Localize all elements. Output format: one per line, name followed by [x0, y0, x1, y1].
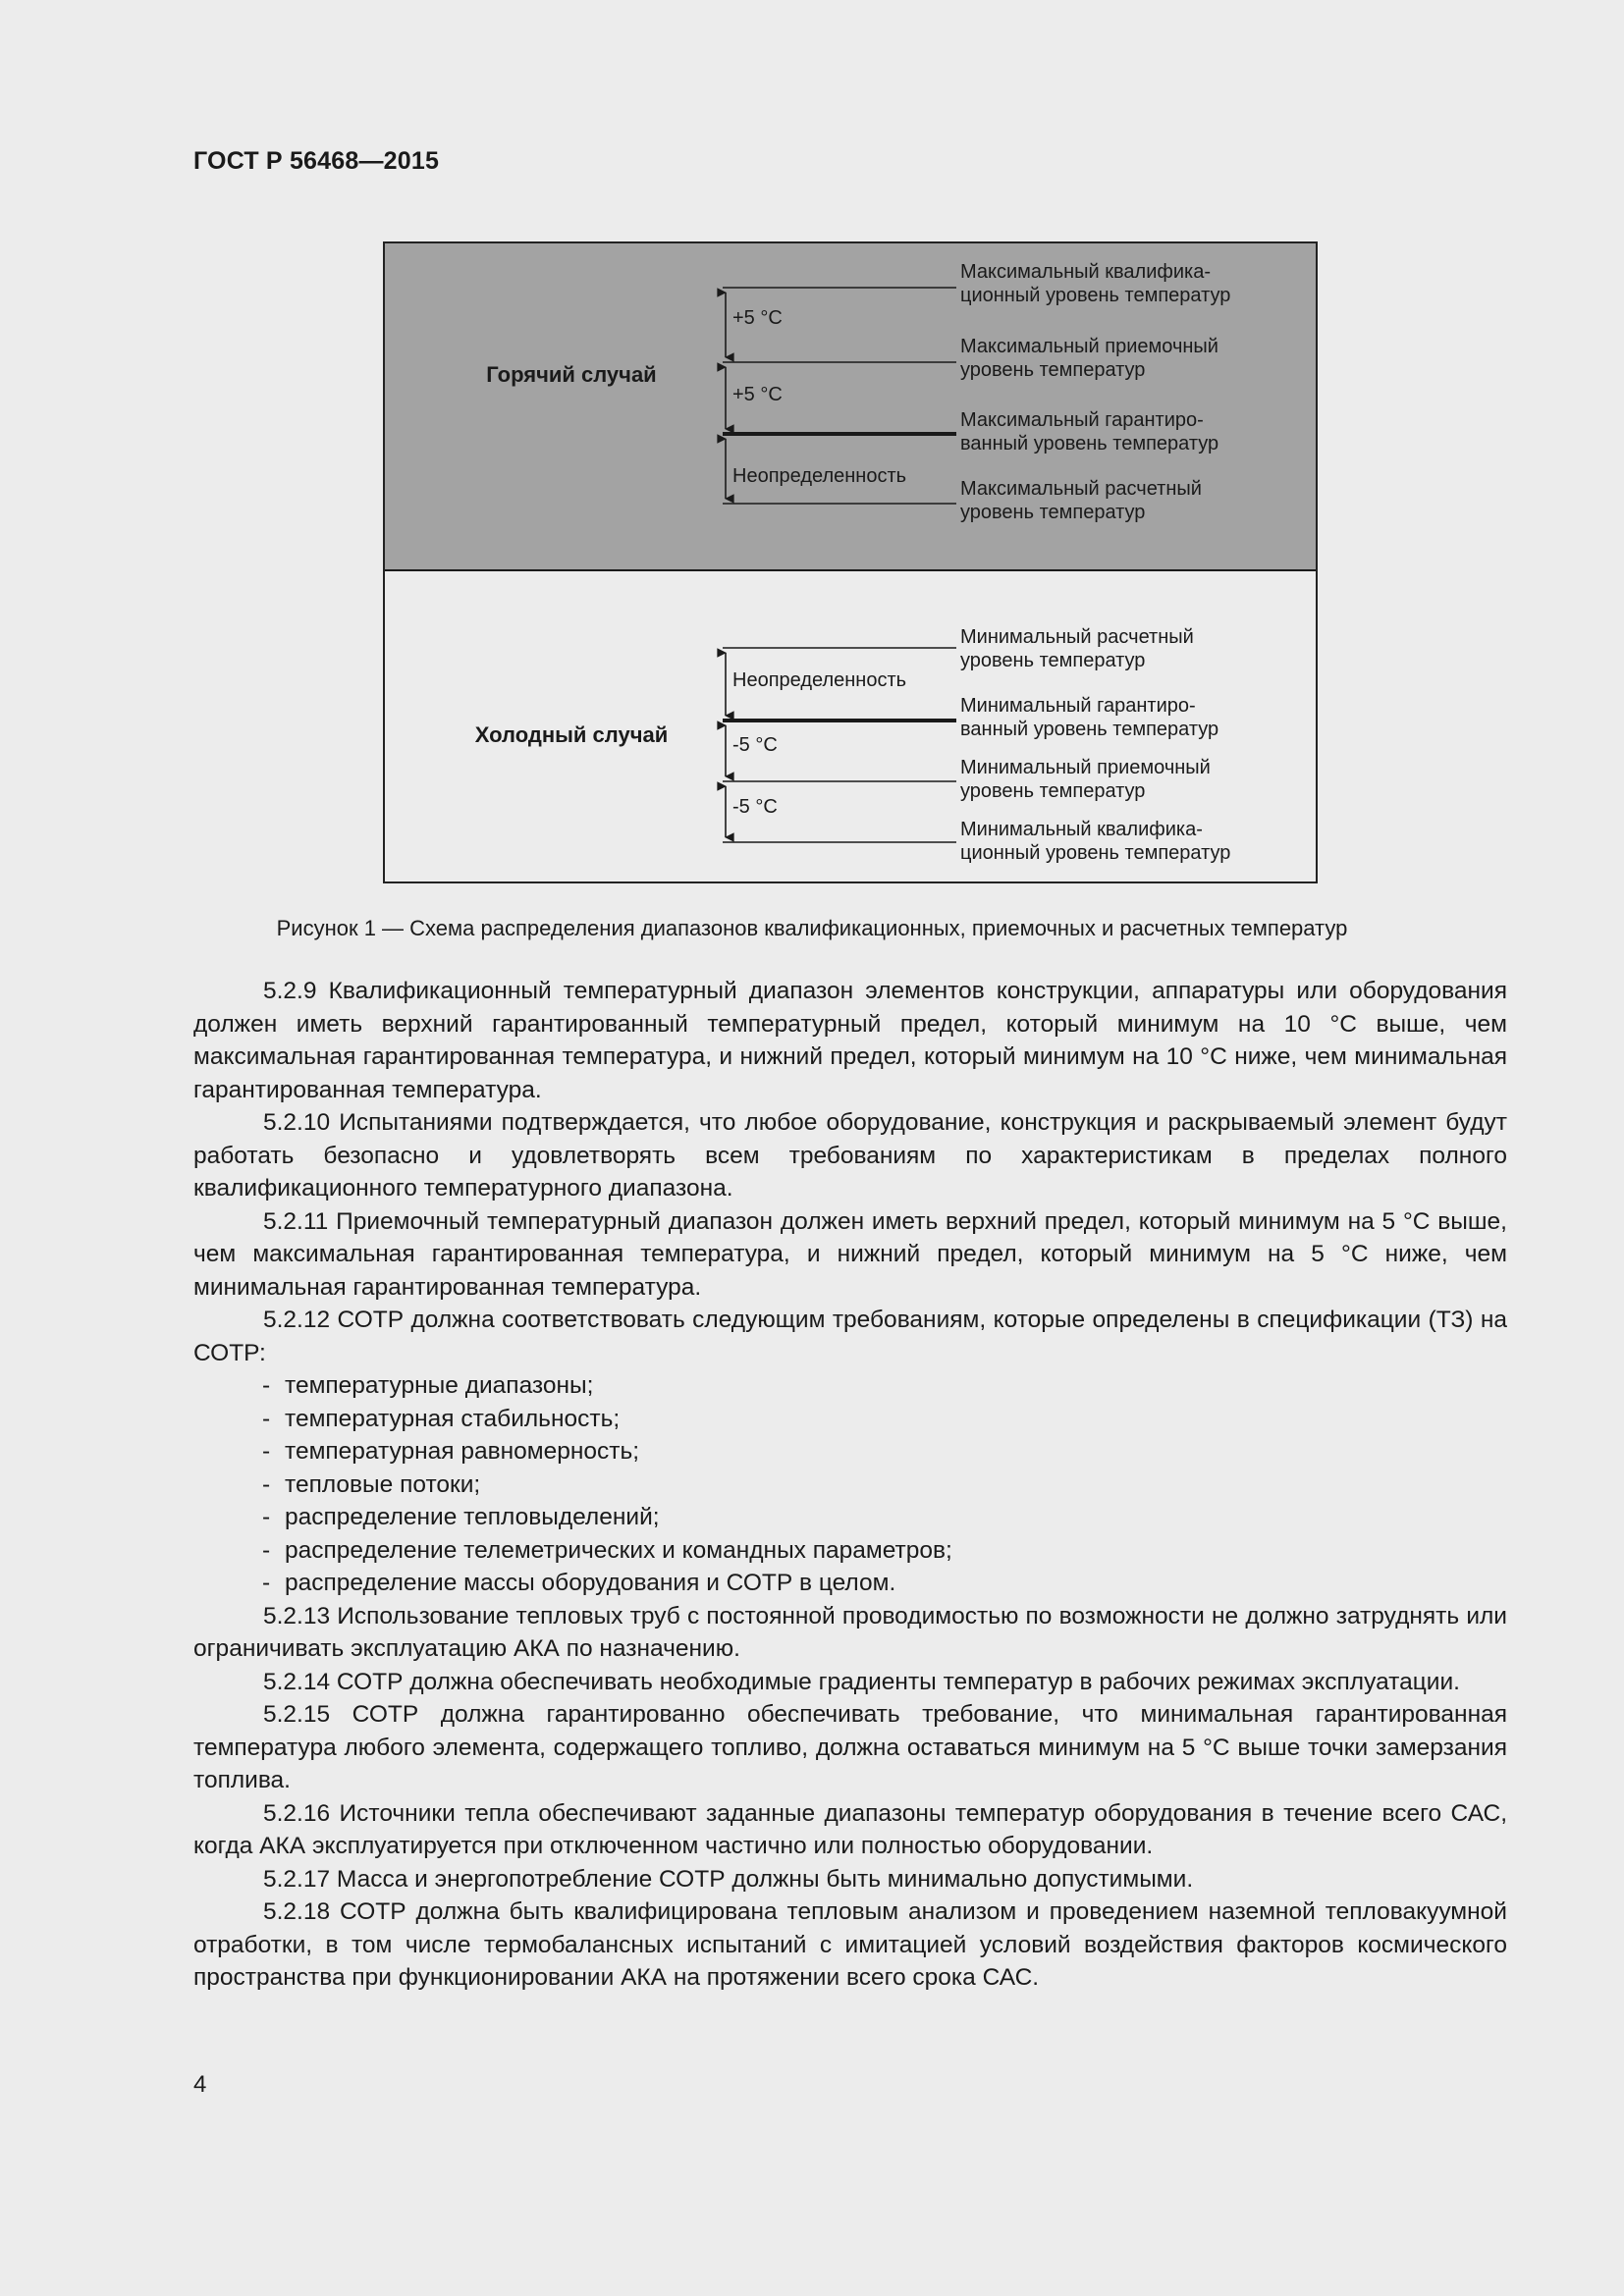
cold-level-label: Минимальный квалифика-ционный уровень температур [960, 819, 1231, 864]
hot-segment-label: Неопределенность [732, 465, 907, 487]
paragraph-5-2-15: 5.2.15 СОТР должна гарантированно обеспечивать требование, что минимальная гарантированная температура любого элемента, содержащего топливо, должна оставаться минимум на 5 °С выше точки замерзания топлива. [193, 1701, 1507, 1793]
hot-level-label: Максимальный квалифика-ционный уровень температур [960, 261, 1231, 306]
paragraph-5-2-12: 5.2.12 СОТР должна соответствовать следующим требованиям, которые определены в спецификации (ТЗ) на СОТР: [193, 1307, 1507, 1366]
cold-case-label: Холодный случай [474, 722, 669, 747]
hot-level-label: Максимальный расчетный уровень температур [960, 478, 1202, 523]
paragraph-5-2-18: 5.2.18 СОТР должна быть квалифицирована тепловым анализом и проведением наземной тепловакуумной отработки, в том числе термобалансных испытаний с имитацией условий воздействия факторов космического пространства при функционировании АКА на протяжении всего срока САС. [193, 1898, 1507, 1991]
cold-level-label: Минимальный приемочный уровень температур [960, 757, 1211, 802]
hot-segment-label: +5 °C [732, 384, 783, 405]
paragraph-5-2-10: 5.2.10 Испытаниями подтверждается, что любое оборудование, конструкция и раскрываемый элемент будут работать безопасно и удовлетворять всем требованиям по характеристикам в пределах полного квалификационного температурного диапазона. [193, 1109, 1507, 1201]
cold-segment-label: Неопределенность [732, 669, 907, 691]
cold-level-label: Минимальный гарантиро-ванный уровень температур [960, 695, 1219, 740]
document-id: ГОСТ Р 56468—2015 [193, 147, 440, 175]
list-item: - температурная равномерность; [262, 1438, 640, 1465]
requirements-list [193, 1369, 1507, 1600]
cold-level-label: Минимальный расчетный уровень температур [960, 626, 1194, 671]
paragraph-5-2-9: 5.2.9 Квалификационный температурный диапазон элементов конструкции, аппаратуры или оборудования должен иметь верхний гарантированный температурный предел, который минимум на 10 °С выше, чем максимальная гарантированная температура, и нижний предел, который минимум на 10 °С ниже, чем минимальная гарантированная температура. [193, 978, 1507, 1103]
paragraph-5-2-16: 5.2.16 Источники тепла обеспечивают заданные диапазоны температур оборудования в течение всего САС, когда АКА эксплуатируется при отключенном частично или полностью оборудовании. [193, 1799, 1507, 1859]
paragraph-5-2-17: 5.2.17 Масса и энергопотребление СОТР должны быть минимально допустимыми. [263, 1865, 1194, 1893]
list-item: - тепловые потоки; [262, 1470, 481, 1498]
cold-segment-label: -5 °C [732, 796, 778, 818]
hot-level-label: Максимальный гарантиро-ванный уровень температур [960, 409, 1219, 454]
temperature-range-diagram [383, 241, 1318, 883]
paragraph-5-2-11: 5.2.11 Приемочный температурный диапазон должен иметь верхний предел, который минимум на 5 °С выше, чем максимальная гарантированная температура, и нижний предел, который минимум на 5 °С ниже, чем минимальная гарантированная температура. [193, 1207, 1507, 1301]
list-item: - распределение телеметрических и командных параметров; [262, 1536, 952, 1564]
page-number: 4 [193, 2071, 207, 2098]
diagram-svg [385, 243, 1316, 881]
body-text [193, 975, 1507, 1995]
list-item: - распределение тепловыделений; [262, 1504, 660, 1530]
list-item: - температурные диапазоны; [262, 1372, 594, 1399]
paragraph-5-2-13: 5.2.13 Использование тепловых труб с постоянной проводимостью по возможности не должно затруднять или ограничивать эксплуатацию АКА по назначению. [193, 1602, 1507, 1662]
list-item: - температурная стабильность; [262, 1405, 621, 1432]
cold-segment-label: -5 °C [732, 734, 778, 756]
list-item: - распределение массы оборудования и СОТР в целом. [262, 1570, 896, 1596]
figure-caption: Рисунок 1 — Схема распределения диапазонов квалификационных, приемочных и расчетных температур [276, 916, 1348, 940]
hot-level-label: Максимальный приемочный уровень температур [960, 336, 1218, 381]
paragraph-5-2-14: 5.2.14 СОТР должна обеспечивать необходимые градиенты температур в рабочих режимах эксплуатации. [263, 1668, 1460, 1695]
hot-case-label: Горячий случай [486, 362, 657, 387]
hot-segment-label: +5 °C [732, 307, 783, 329]
